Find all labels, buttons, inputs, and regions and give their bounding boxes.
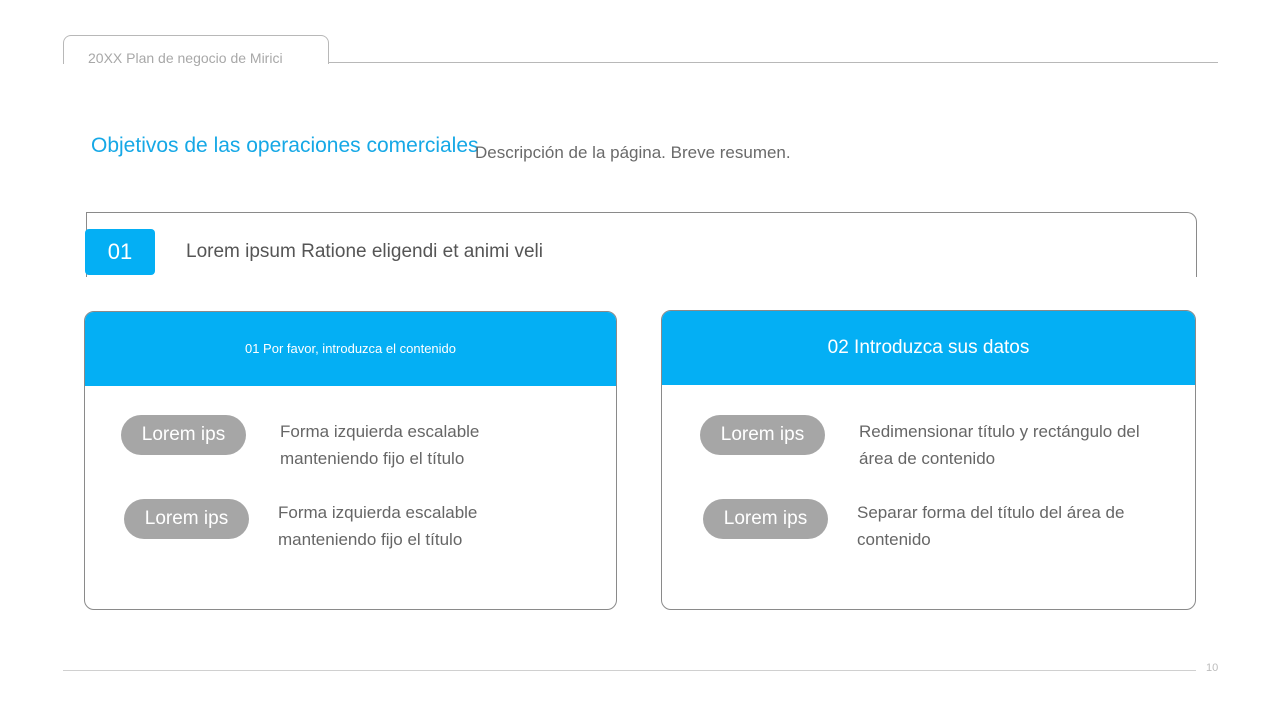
item-description (859, 418, 1140, 472)
page-description: Descripción de la página. Breve resumen. (475, 143, 791, 162)
item-description-line: Forma izquierda escalable (278, 503, 478, 522)
label-pill: Lorem ips (703, 499, 828, 539)
label-pill: Lorem ips (124, 499, 249, 539)
label-pill: Lorem ips (121, 415, 246, 455)
header-tab (63, 35, 329, 64)
footer-divider (63, 670, 1196, 671)
label-pill: Lorem ips (700, 415, 825, 455)
page-number: 10 (1206, 662, 1219, 674)
content-card-2 (661, 310, 1196, 610)
item-description-line: Separar forma del título del área de (857, 503, 1125, 522)
item-description-line: área de contenido (859, 449, 996, 468)
card-header (662, 311, 1195, 385)
item-description (857, 499, 1124, 553)
item-description (280, 418, 479, 472)
item-description-line: Forma izquierda escalable (280, 422, 480, 441)
header-divider (328, 62, 1218, 63)
banner-text: Lorem ipsum Ratione eligendi et animi veli (186, 241, 543, 262)
content-card-1 (84, 311, 617, 610)
item-description-line: manteniendo fijo el título (278, 530, 463, 549)
banner-number-badge: 01 (85, 229, 155, 275)
item-description-line: Redimensionar título y rectángulo del (859, 422, 1140, 441)
card-header-title: 01 Por favor, introduzca el contenido (244, 341, 457, 356)
card-header (85, 312, 616, 386)
item-description-line: manteniendo fijo el título (280, 449, 465, 468)
item-description-line: contenido (857, 530, 931, 549)
item-description (278, 499, 477, 553)
card-header-title: 02 Introduzca sus datos (827, 337, 1030, 358)
page-title: Objetivos de las operaciones comerciales (91, 134, 479, 157)
document-title: 20XX Plan de negocio de Mirici (88, 50, 283, 66)
